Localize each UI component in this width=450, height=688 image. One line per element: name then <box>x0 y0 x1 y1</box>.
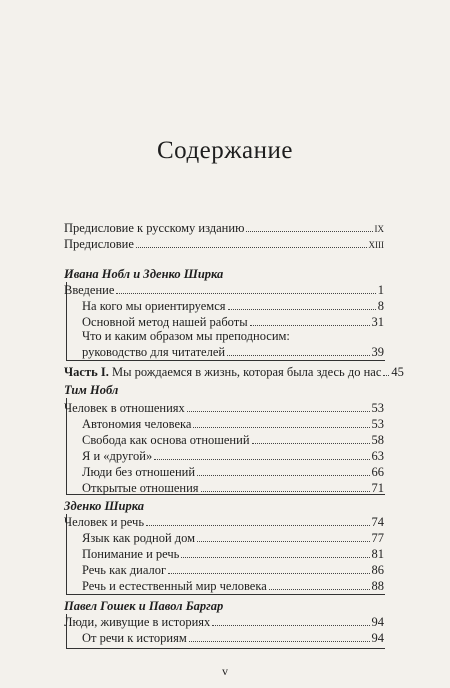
toc-entry-introduction[interactable]: Введение 1 <box>64 283 384 297</box>
toc-subentry[interactable]: На кого мы ориентируемся 8 <box>82 299 384 313</box>
toc-entry-chapter[interactable]: Человек и речь 74 <box>64 515 384 529</box>
toc-entry-chapter[interactable]: Человек в отношениях 53 <box>64 401 384 415</box>
section-author: Тим Нобл <box>64 383 119 397</box>
toc-entry-chapter[interactable]: Люди, живущие в историях 94 <box>64 615 384 629</box>
page-title: Содержание <box>157 137 293 164</box>
toc-subentry[interactable]: Основной метод нашей работы 31 <box>82 315 384 329</box>
toc-subentry[interactable]: Открытые отношения 71 <box>82 481 384 495</box>
toc-subentry[interactable]: Автономия человека 53 <box>82 417 384 431</box>
page-number: v <box>222 664 228 678</box>
section-author: Павел Гошек и Павол Баргар <box>64 599 224 613</box>
toc-subentry[interactable]: Люди без отношений 66 <box>82 465 384 479</box>
toc-subentry-multiline[interactable]: Что и каким образом мы преподносим: руководство для читателей 39 <box>82 329 384 359</box>
toc-entry-preface-russian[interactable]: Предисловие к русскому изданию ix <box>64 221 384 235</box>
toc-subentry[interactable]: Язык как родной дом 77 <box>82 531 384 545</box>
toc-subentry[interactable]: От речи к историям 94 <box>82 631 384 645</box>
section-author: Ивана Нобл и Зденко Ширка <box>64 267 224 281</box>
toc-subentry[interactable]: Речь и естественный мир человека 88 <box>82 579 384 593</box>
toc-entry-preface[interactable]: Предисловие xiii <box>64 237 384 251</box>
toc-subentry[interactable]: Речь как диалог 86 <box>82 563 384 577</box>
toc-subentry[interactable]: Я и «другой» 63 <box>82 449 384 463</box>
toc-subentry[interactable]: Понимание и речь 81 <box>82 547 384 561</box>
toc-entry-part-1[interactable]: Часть I. Мы рождаемся в жизнь, которая была здесь до нас 45 <box>64 365 404 379</box>
toc-subentry[interactable]: Свобода как основа отношений 58 <box>82 433 384 447</box>
section-author: Зденко Ширка <box>64 499 144 513</box>
